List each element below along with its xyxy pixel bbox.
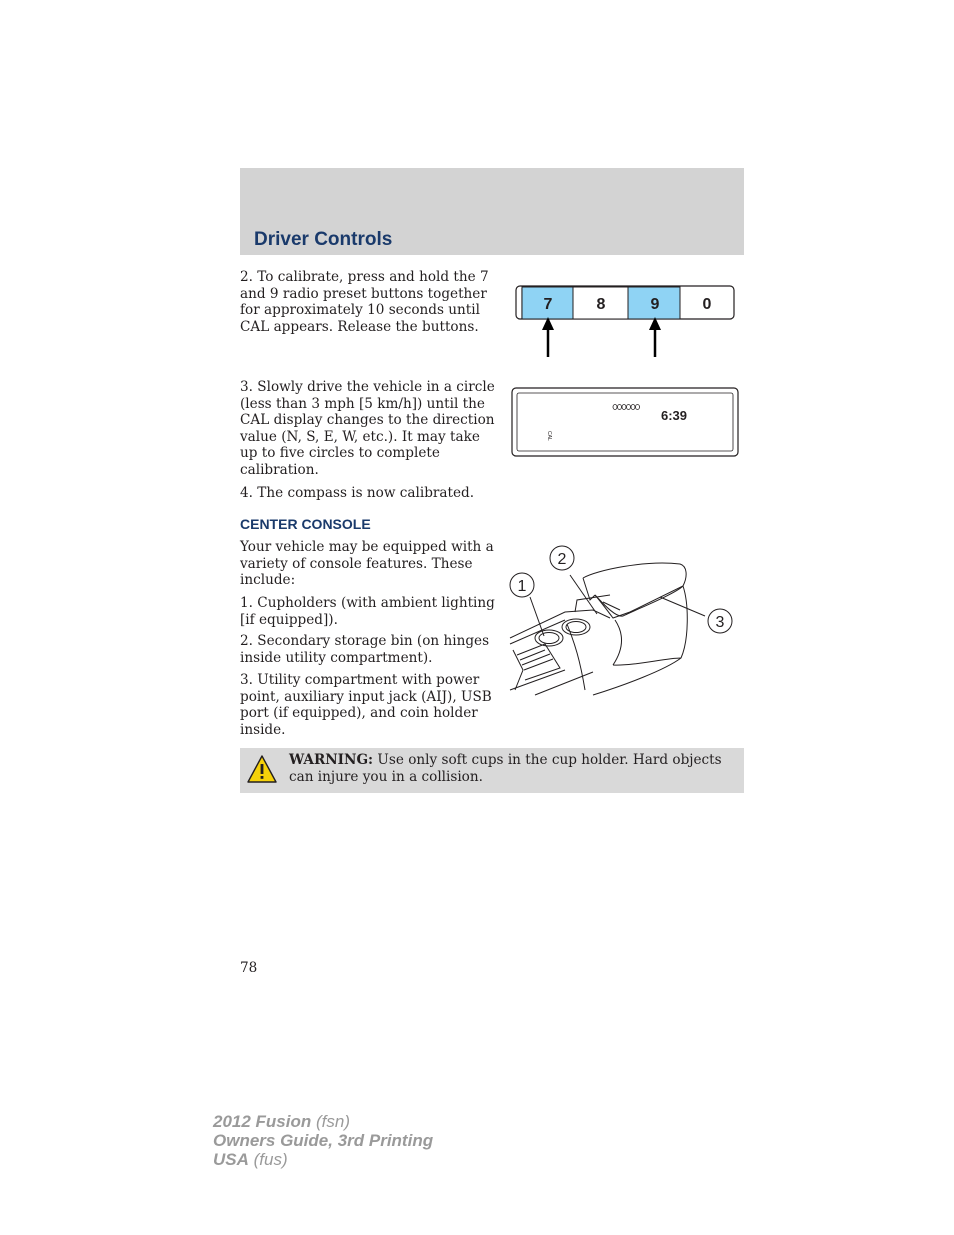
section-title: Driver Controls — [254, 229, 393, 250]
preset-label-8: 8 — [596, 296, 606, 313]
section-header-band — [240, 168, 744, 255]
warning-triangle-icon — [246, 754, 278, 784]
callout-2-label: 2 — [557, 551, 567, 568]
footer-region-code: (fus) — [248, 1150, 288, 1169]
warning-text — [289, 752, 734, 785]
footer-model-code: (fsn) — [311, 1112, 350, 1131]
center-console-intro: Your vehicle may be equipped with a variety of console features. These include: — [240, 539, 494, 589]
compass-display-figure — [511, 387, 739, 457]
section-heading-center-console: CENTER CONSOLE — [240, 516, 371, 532]
warning-message: Use only soft cups in the cup holder. Hard objects can injure you in a collision. — [289, 752, 722, 785]
preset-label-0: 0 — [702, 296, 712, 313]
center-console-illustration — [505, 540, 743, 700]
step-3-text: 3. Slowly drive the vehicle in a circle (less than 3 mph [5 km/h]) until the CAL display changes to the direction value (N, S, E, W, etc.). It may take up to five circles to complete calibration. — [240, 379, 495, 478]
arrow-up-icon — [542, 317, 554, 357]
warning-box — [240, 748, 744, 793]
step-2-text: 2. To calibrate, press and hold the 7 and 9 radio preset buttons together for approximately 10 seconds until CAL appears. Release the buttons. — [240, 269, 489, 335]
console-item-1: 1. Cupholders (with ambient lighting [if equipped]). — [240, 595, 495, 628]
console-item-2: 2. Secondary storage bin (on hinges inside utility compartment). — [240, 633, 490, 666]
cupholder-icon — [562, 619, 590, 635]
preset-label-9: 9 — [650, 296, 660, 313]
cupholder-icon — [535, 630, 563, 646]
warning-label: WARNING: — [289, 752, 374, 768]
arrow-up-icon — [649, 317, 661, 357]
footer — [213, 1112, 433, 1169]
footer-model: 2012 Fusion — [213, 1112, 312, 1131]
callout-3-label: 3 — [715, 614, 725, 631]
preset-label-7: 7 — [543, 296, 553, 313]
footer-guide: Owners Guide, 3rd Printing — [213, 1131, 434, 1150]
console-item-3: 3. Utility compartment with power point, auxiliary input jack (AIJ), USB port (if equipped), and coin holder inside. — [240, 672, 492, 738]
preset-buttons-figure — [512, 284, 738, 360]
display-time: 6:39 — [661, 408, 688, 423]
step-4-text: 4. The compass is now calibrated. — [240, 485, 475, 501]
footer-region: USA — [213, 1150, 249, 1169]
page-number: 78 — [240, 960, 258, 976]
callout-1-label: 1 — [517, 578, 527, 595]
cal-indicator: CAL — [546, 431, 552, 441]
